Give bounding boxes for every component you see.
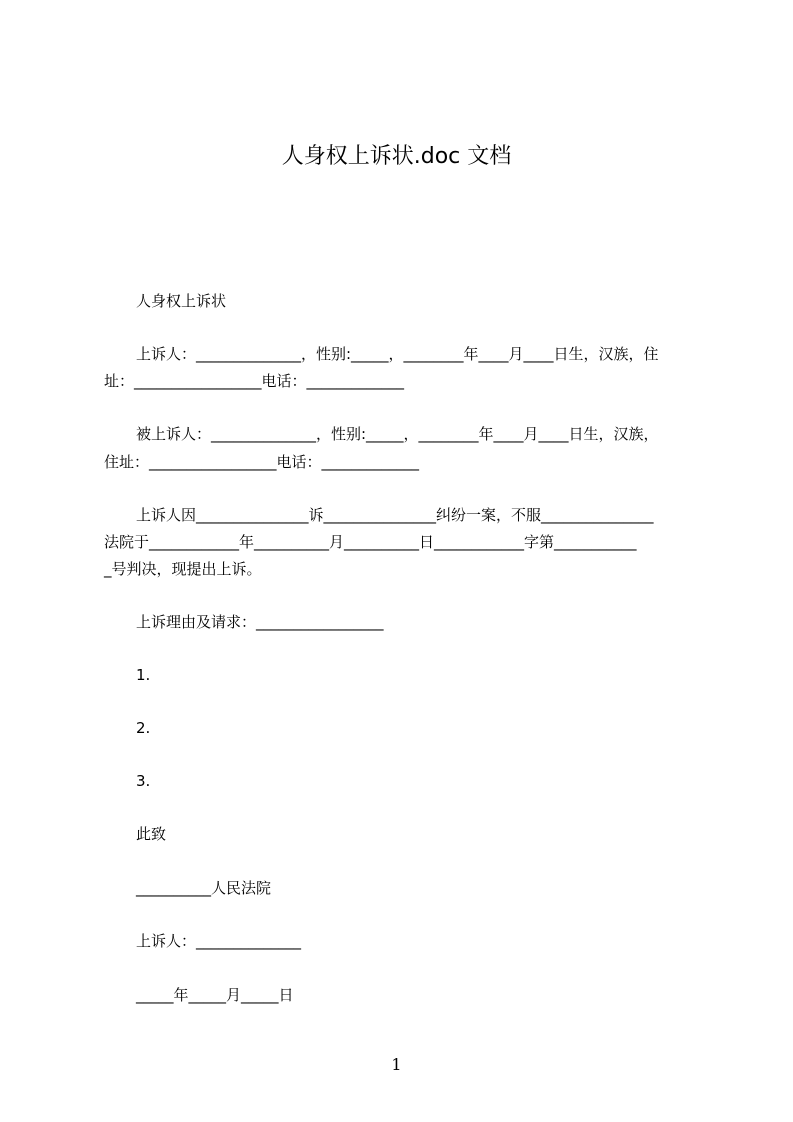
section-heading: 人身权上诉状 bbox=[136, 292, 227, 310]
salutation: 此致 bbox=[136, 825, 167, 843]
appellant-line-2: 址：_________________电话：_____________ bbox=[104, 372, 405, 390]
reasons-line: 上诉理由及请求：_________________ bbox=[136, 613, 384, 631]
date-line: _____年_____月_____日 bbox=[136, 986, 294, 1004]
signature-line: 上诉人：______________ bbox=[136, 932, 302, 950]
page-number: 1 bbox=[391, 1055, 402, 1074]
list-item-3: 3. bbox=[136, 772, 151, 790]
appellee-line-2: 住址：_________________电话：_____________ bbox=[104, 453, 420, 471]
court-line: __________人民法院 bbox=[136, 879, 272, 897]
appellee-line-1: 被上诉人：______________，性别:_____，________年____月____日生，汉族， bbox=[136, 425, 659, 443]
cause-line-1: 上诉人因_______________诉_______________纠纷一案，不服_______________ bbox=[136, 506, 654, 524]
document-title: 人身权上诉状.doc 文档 bbox=[281, 144, 512, 169]
appellant-line-1: 上诉人：______________，性别:_____，________年____月____日生，汉族，住 bbox=[136, 345, 659, 363]
cause-line-3: _号判决，现提出上诉。 bbox=[104, 560, 262, 578]
list-item-1: 1. bbox=[136, 666, 151, 684]
cause-line-2: 法院于____________年__________月__________日____________字第___________ bbox=[104, 533, 637, 551]
list-item-2: 2. bbox=[136, 719, 151, 737]
